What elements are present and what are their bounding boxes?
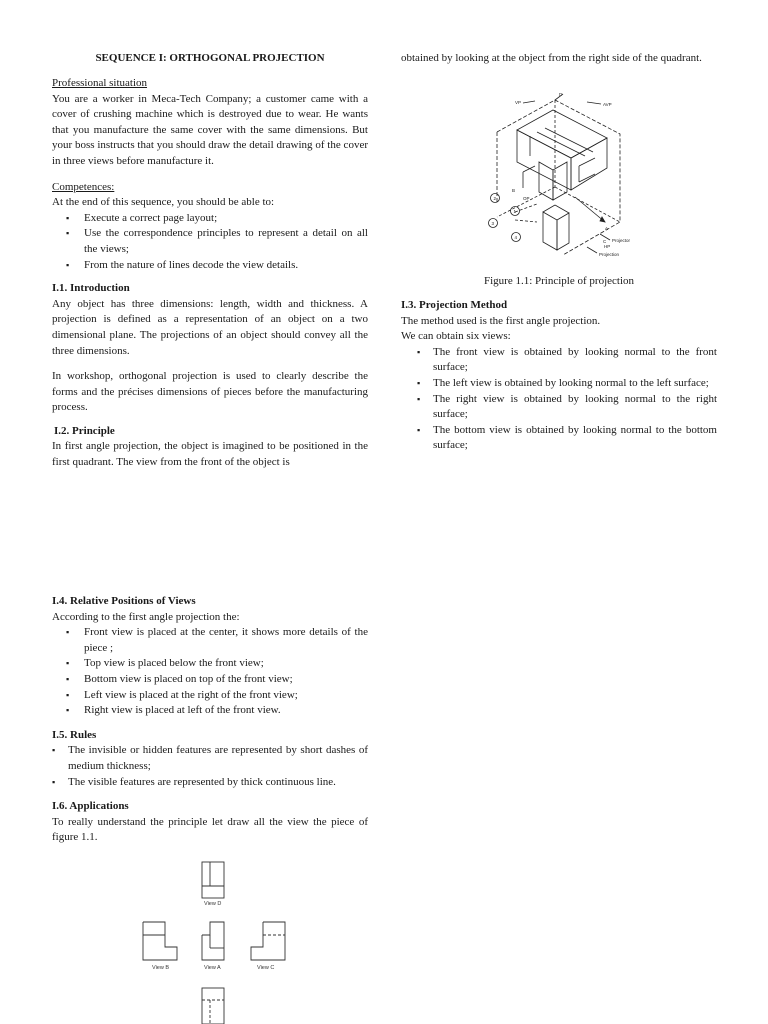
list-item: ▪ The invisible or hidden features are represented by short dashes of medium thickness; xyxy=(52,743,368,774)
competences-intro: At the end of this sequence, you should be able to: xyxy=(52,196,275,209)
views-figure xyxy=(130,855,300,1024)
list-item: ▪ Front view is placed at the center, it shows more details of the piece ; xyxy=(52,625,368,656)
list-item: ▪ Bottom view is placed on top of the front view; xyxy=(52,672,368,688)
list-item: ▪ The right view is obtained by looking normal to the right surface; xyxy=(401,392,717,423)
label-d-top: D xyxy=(559,92,563,97)
introduction-paragraph-2: In workshop, orthogonal projection is used to clearly describe the forms and the précises dimensions of pieces before the manufacturing process. xyxy=(52,370,368,414)
circle-label-2: 2 xyxy=(493,196,497,201)
professional-situation-text: You are a worker in Meca-Tech Company; a customer came with a cover of crushing machine which is destroyed due to wear. He wants that you manufacture the same cover with the same dimensions. But your boss instructs that you should draw the detail drawing of the cover in three views before manufacture it. xyxy=(52,92,368,167)
principle-text: In first angle projection, the object is imagined to be positioned in the first quadrant. The view from the front of the object is xyxy=(52,440,368,469)
projection-method-line-1: The method used is the first angle projection. xyxy=(401,314,601,327)
list-item: ▪ The left view is obtained by looking normal to the left surface; xyxy=(401,376,717,392)
label-vp: VP xyxy=(515,100,522,105)
relative-positions-heading: I.4. Relative Positions of Views xyxy=(52,595,196,607)
rules-heading: I.5. Rules xyxy=(52,728,97,741)
circle-label-4: 4 xyxy=(514,235,518,240)
applications-text: To really understand the principle let draw all the view the piece of figure 1.1. xyxy=(52,815,368,844)
introduction-heading: I.1. Introduction xyxy=(52,282,130,295)
professional-situation-heading: Professional situation xyxy=(52,77,148,89)
label-a: A xyxy=(605,226,609,231)
list-item: ▪ The visible features are represented by thick continuous line. xyxy=(52,775,368,791)
label-c: C xyxy=(603,239,607,244)
label-b: B xyxy=(512,188,516,193)
circle-label-3: 3 xyxy=(491,221,495,226)
projection-principle-figure xyxy=(475,92,655,262)
view-b-label: View B xyxy=(152,965,170,971)
list-item: ▪ Use the correspondence principles to represent a detail on all the views; xyxy=(52,226,368,257)
label-projector: Projector xyxy=(612,238,631,243)
label-projection: Projection xyxy=(599,252,620,257)
label-avp: AVP xyxy=(603,102,612,107)
label-hp: HP xyxy=(604,244,611,249)
list-item: ▪ The bottom view is obtained by looking normal to the bottom surface; xyxy=(401,423,717,454)
view-a-label: View A xyxy=(204,965,221,971)
list-item: ▪ The front view is obtained by looking normal to the front surface; xyxy=(401,345,717,376)
label-op: OP xyxy=(523,196,530,201)
figure-1-caption: Figure 1.1: Principle of projection xyxy=(484,275,634,287)
list-item: ▪ Right view is placed at left of the front view. xyxy=(52,703,368,719)
projection-method-line-2: We can obtain six views: xyxy=(401,330,511,343)
principle-continuation: obtained by looking at the object from the right side of the quadrant. xyxy=(401,52,702,64)
view-d-label: View D xyxy=(204,901,222,907)
principle-heading: I.2. Principle xyxy=(54,424,115,437)
left-column-lower xyxy=(52,594,368,846)
relative-positions-intro: According to the first angle projection the: xyxy=(52,610,240,623)
list-item: ▪ From the nature of lines decode the view details. xyxy=(52,258,368,274)
page-title: SEQUENCE I: ORTHOGONAL PROJECTION xyxy=(95,52,325,64)
competences-heading: Competences: xyxy=(52,180,115,193)
introduction-paragraph-1: Any object has three dimensions: length, width and thickness. A projection is defined as a representation of an object on a two dimensional plane. The projections of an object should convey all the three dimensions. xyxy=(52,297,368,357)
list-item: ▪ Execute a correct page layout; xyxy=(52,211,368,227)
projection-method-heading: I.3. Projection Method xyxy=(401,299,508,311)
projection-method-section xyxy=(401,298,717,454)
list-item: ▪ Top view is placed below the front view; xyxy=(52,656,368,672)
competences-list xyxy=(52,211,368,273)
left-column-top xyxy=(52,51,368,471)
view-c-label: View C xyxy=(257,965,275,971)
six-views-list xyxy=(401,345,717,454)
circle-label-1: 1 xyxy=(513,209,517,214)
applications-heading: I.6. Applications xyxy=(52,800,129,813)
right-column-top xyxy=(401,51,717,67)
list-item: ▪ Left view is placed at the right of the front view; xyxy=(52,688,368,704)
rules-list xyxy=(52,743,368,790)
relative-positions-list xyxy=(52,625,368,719)
